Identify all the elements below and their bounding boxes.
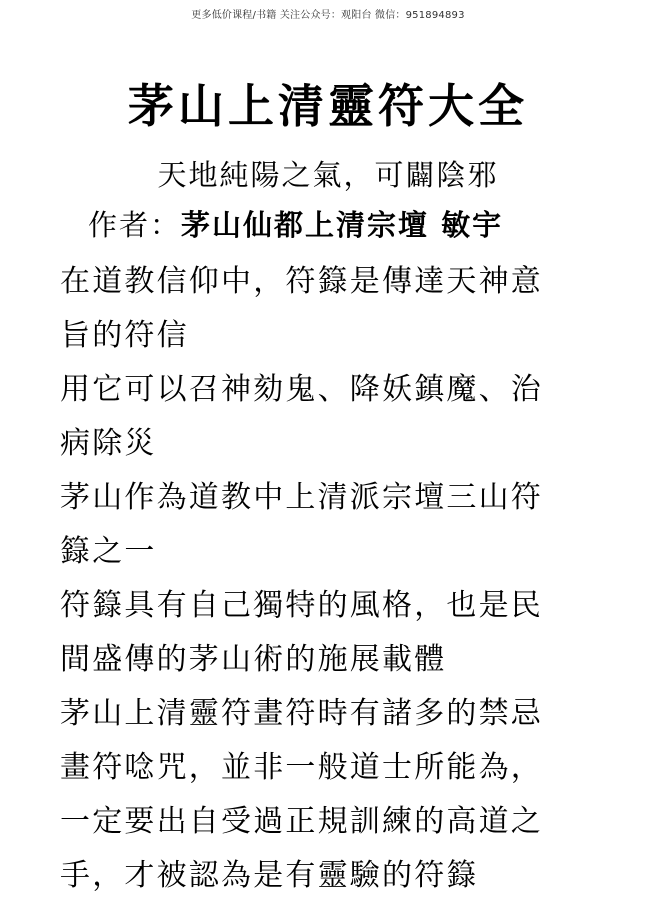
header-note: 更多低价课程/书籍 关注公众号：观阳台 微信：951894893 [191,10,465,21]
body-line: 用它可以召神劾鬼、降妖鎮魔、治 [60,372,543,407]
body-line: 茅山作為道教中上清派宗壇三山符 [60,480,543,515]
body-line: 病除災 [60,426,157,461]
body-line: 間盛傳的茅山術的施展載體 [60,642,447,677]
page-title: 茅山上清靈符大全 [128,79,528,133]
author-label: 作者： [88,208,182,242]
body-line: 符籙具有自己獨特的風格，也是民 [60,588,543,623]
body-line: 旨的符信 [60,318,189,353]
body-text [60,255,620,903]
body-line: 茅山上清靈符畫符時有諸多的禁忌 [60,696,543,731]
body-line: 一定要出自受過正規訓練的高道之 [60,804,543,839]
subtitle: 天地純陽之氣，可闢陰邪 [157,158,499,192]
body-line: 在道教信仰中，符籙是傳達天神意 [60,264,543,299]
body-line: 畫符唸咒，並非一般道士所能為， [60,750,543,785]
author-name: 茅山仙都上清宗壇 敏宇 [181,208,504,242]
body-line: 籙之一 [60,534,157,569]
author-line [88,206,503,244]
body-line: 手，才被認為是有靈驗的符籙 [60,858,479,893]
